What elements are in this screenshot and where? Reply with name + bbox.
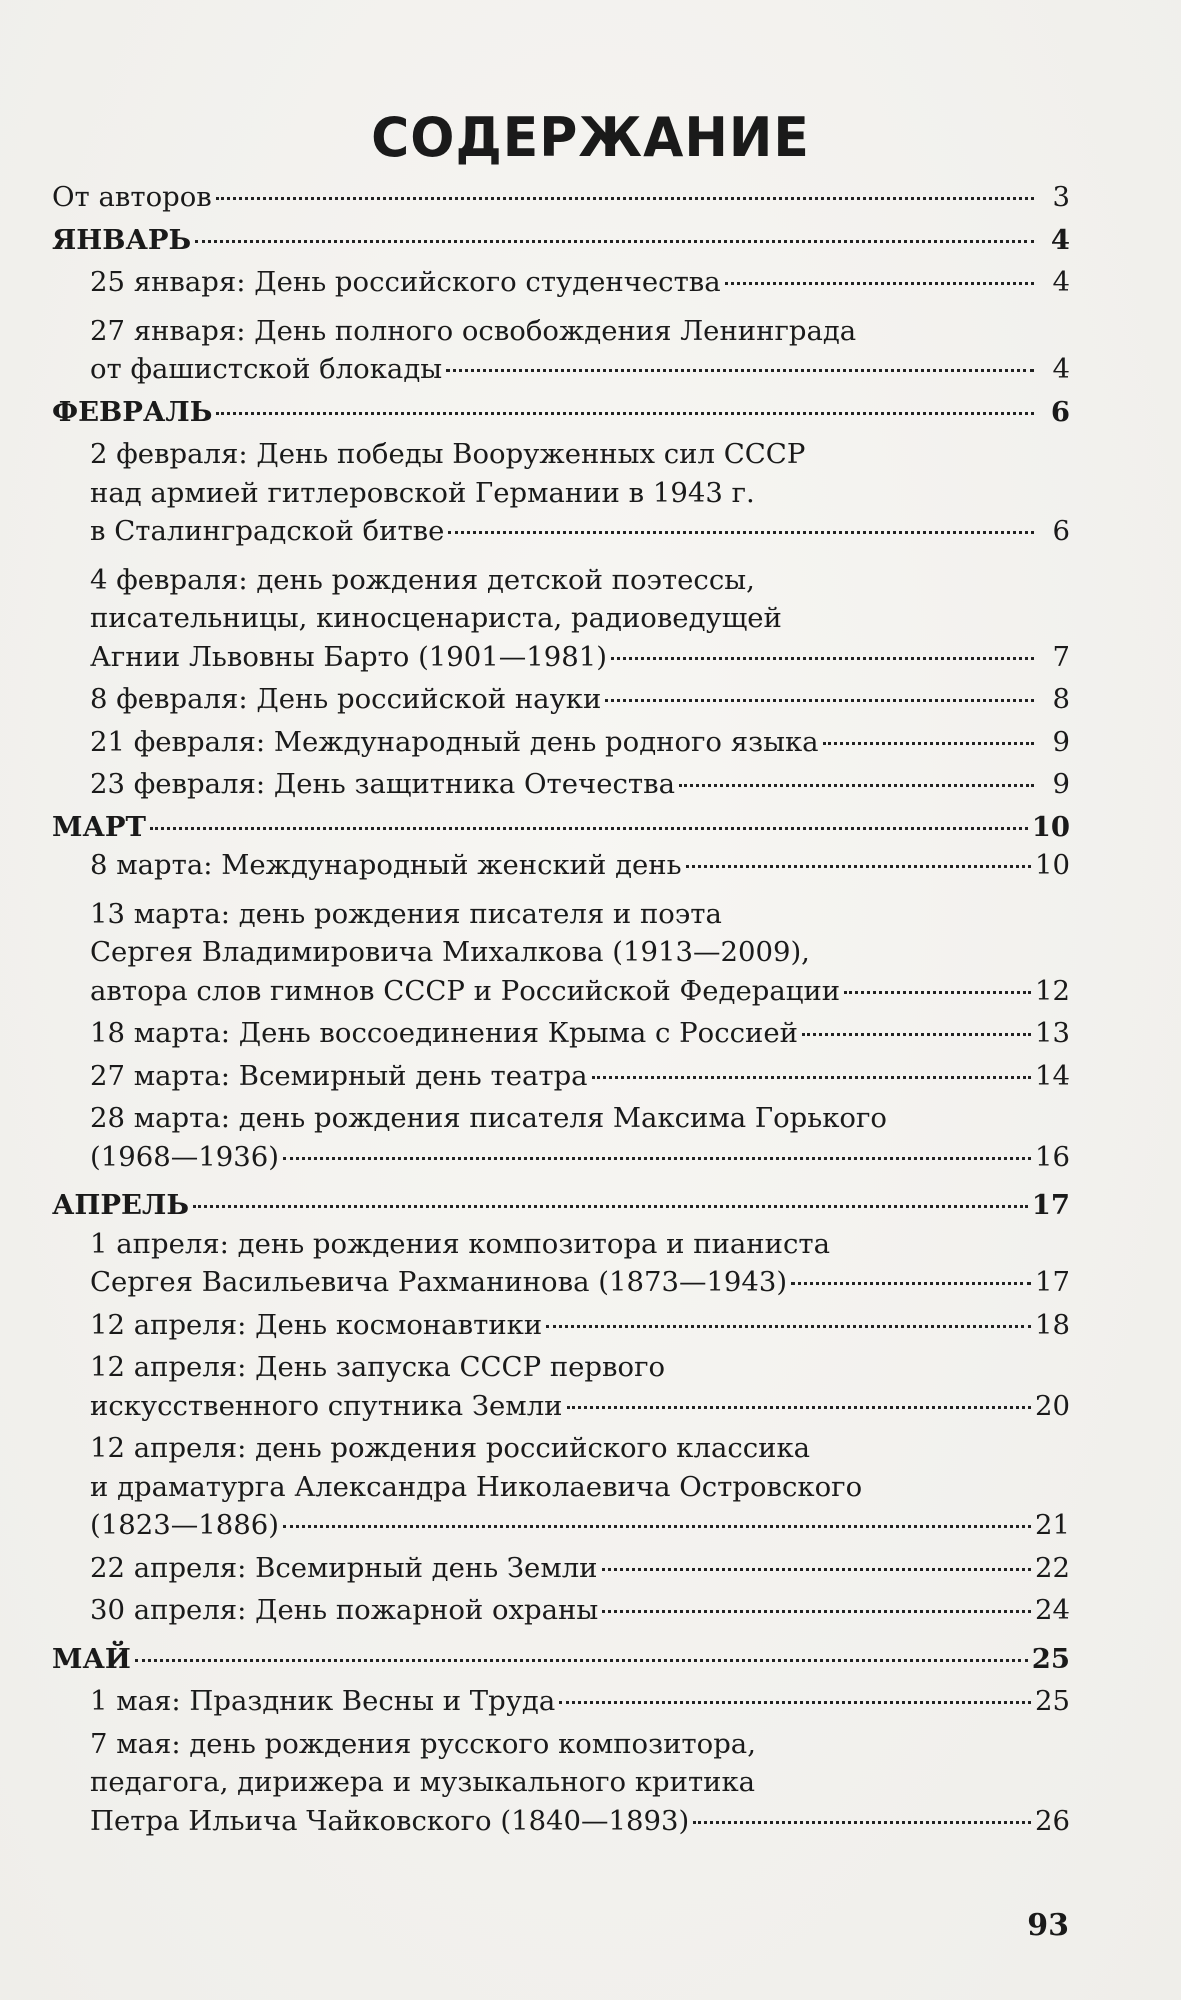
toc-entry[interactable]: 1 мая: Праздник Весны и Труда 25 (52, 1682, 1070, 1721)
page-ref: 4 (1050, 223, 1070, 256)
page-ref: 8 (1052, 683, 1070, 715)
page-ref: 14 (1035, 1059, 1070, 1092)
dot-leader (546, 1325, 1031, 1328)
page-ref: 3 (1052, 181, 1070, 213)
page-ref: 10 (1031, 810, 1070, 843)
dot-leader (605, 699, 1034, 702)
page-number: 93 (1027, 1908, 1069, 1943)
dot-leader (135, 1659, 1028, 1662)
page-ref: 9 (1052, 725, 1070, 758)
toc-entry[interactable]: 12 апреля: День космонавтики 18 (52, 1306, 1070, 1345)
toc-month-march[interactable]: МАРТ 10 (52, 808, 1070, 847)
dot-leader (602, 1610, 1031, 1613)
dot-leader (725, 282, 1034, 285)
dot-leader (446, 369, 1034, 372)
dot-leader (559, 1701, 1031, 1704)
toc-month-april[interactable]: АПРЕЛЬ 17 (52, 1186, 1070, 1225)
toc-month-february[interactable]: ФЕВРАЛЬ 6 (52, 393, 1070, 432)
page-ref: 18 (1035, 1308, 1070, 1341)
page-title: СОДЕРЖАНИЕ (371, 106, 810, 170)
page-ref: 26 (1035, 1804, 1070, 1837)
page-ref: 17 (1035, 1266, 1070, 1298)
page-ref: 10 (1035, 849, 1070, 881)
toc-entry[interactable]: 27 января: День полного освобождения Ленинграда от фашистской блокады 4 (52, 312, 1070, 389)
table-of-contents (52, 178, 1070, 1840)
page-ref: 13 (1035, 1017, 1070, 1049)
dot-leader (791, 1282, 1031, 1285)
toc-entry[interactable]: 13 марта: день рождения писателя и поэта Сергея Владимировича Михалкова (1913—2009), автора слов гимнов СССР и Российской Федерации 12 (52, 895, 1070, 1011)
page-ref: 22 (1035, 1551, 1070, 1584)
toc-entry-intro[interactable]: От авторов 3 (52, 178, 1070, 217)
page-ref: 21 (1035, 1509, 1070, 1541)
page-ref: 9 (1052, 768, 1070, 800)
page-ref: 24 (1035, 1594, 1070, 1626)
dot-leader (195, 240, 1034, 243)
dot-leader (567, 1406, 1032, 1409)
dot-leader (283, 1157, 1031, 1160)
page-ref: 12 (1035, 974, 1070, 1007)
dot-leader (216, 197, 1034, 200)
page-ref: 17 (1031, 1189, 1070, 1221)
page-ref: 25 (1031, 1642, 1070, 1675)
toc-entry[interactable]: 30 апреля: День пожарной охраны 24 (52, 1591, 1070, 1630)
page-ref: 6 (1052, 515, 1070, 547)
dot-leader (611, 657, 1034, 660)
toc-month-may[interactable]: МАЙ 25 (52, 1640, 1070, 1679)
toc-entry[interactable]: 1 апреля: день рождения композитора и пианиста Сергея Васильевича Рахманинова (1873—1943) 17 (52, 1225, 1070, 1302)
toc-entry[interactable]: 12 апреля: день рождения российского классика и драматурга Александра Николаевича Островского (1823—1886) 21 (52, 1429, 1070, 1545)
page-ref: 20 (1035, 1389, 1070, 1422)
dot-leader (823, 742, 1034, 745)
dot-leader (448, 531, 1034, 534)
dot-leader (693, 1821, 1031, 1824)
page-ref: 4 (1052, 353, 1070, 385)
dot-leader (283, 1525, 1031, 1528)
toc-entry[interactable]: 8 февраля: День российской науки 8 (52, 680, 1070, 719)
toc-entry[interactable]: 22 апреля: Всемирный день Земли 22 (52, 1549, 1070, 1588)
toc-entry[interactable]: 27 марта: Всемирный день театра 14 (52, 1057, 1070, 1096)
toc-entry[interactable]: 23 февраля: День защитника Отечества 9 (52, 765, 1070, 804)
dot-leader (686, 865, 1031, 868)
toc-entry[interactable]: 8 марта: Международный женский день 10 (52, 846, 1070, 885)
page-ref: 25 (1035, 1685, 1070, 1717)
toc-entry[interactable]: 25 января: День российского студенчества 4 (52, 263, 1070, 302)
toc-entry[interactable]: 18 марта: День воссоединения Крыма с Россией 13 (52, 1014, 1070, 1053)
dot-leader (844, 991, 1031, 994)
page-ref: 6 (1050, 395, 1070, 428)
page-ref: 4 (1052, 266, 1070, 298)
dot-leader (150, 827, 1028, 830)
toc-entry[interactable]: 21 февраля: Международный день родного языка 9 (52, 723, 1070, 762)
toc-entry[interactable]: 2 февраля: День победы Вооруженных сил СССР над армией гитлеровской Германии в 1943 г. в Сталинградской битве 6 (52, 435, 1070, 551)
dot-leader (592, 1076, 1031, 1079)
toc-entry[interactable]: 7 мая: день рождения русского композитора, педагога, дирижера и музыкального критика Петра Ильича Чайковского (1840—1893) 26 (52, 1725, 1070, 1841)
toc-entry[interactable]: 28 марта: день рождения писателя Максима Горького (1968—1936) 16 (52, 1099, 1070, 1176)
toc-entry[interactable]: 12 апреля: День запуска СССР первого искусственного спутника Земли 20 (52, 1348, 1070, 1425)
dot-leader (802, 1033, 1031, 1036)
dot-leader (193, 1205, 1028, 1208)
dot-leader (602, 1568, 1031, 1571)
dot-leader (216, 412, 1034, 415)
dot-leader (679, 784, 1034, 787)
page-ref: 16 (1035, 1140, 1070, 1173)
toc-month-january[interactable]: ЯНВАРЬ 4 (52, 221, 1070, 260)
toc-entry[interactable]: 4 февраля: день рождения детской поэтессы, писательницы, киносценариста, радиоведущей Агнии Львовны Барто (1901—1981) 7 (52, 561, 1070, 677)
page-ref: 7 (1052, 640, 1070, 673)
